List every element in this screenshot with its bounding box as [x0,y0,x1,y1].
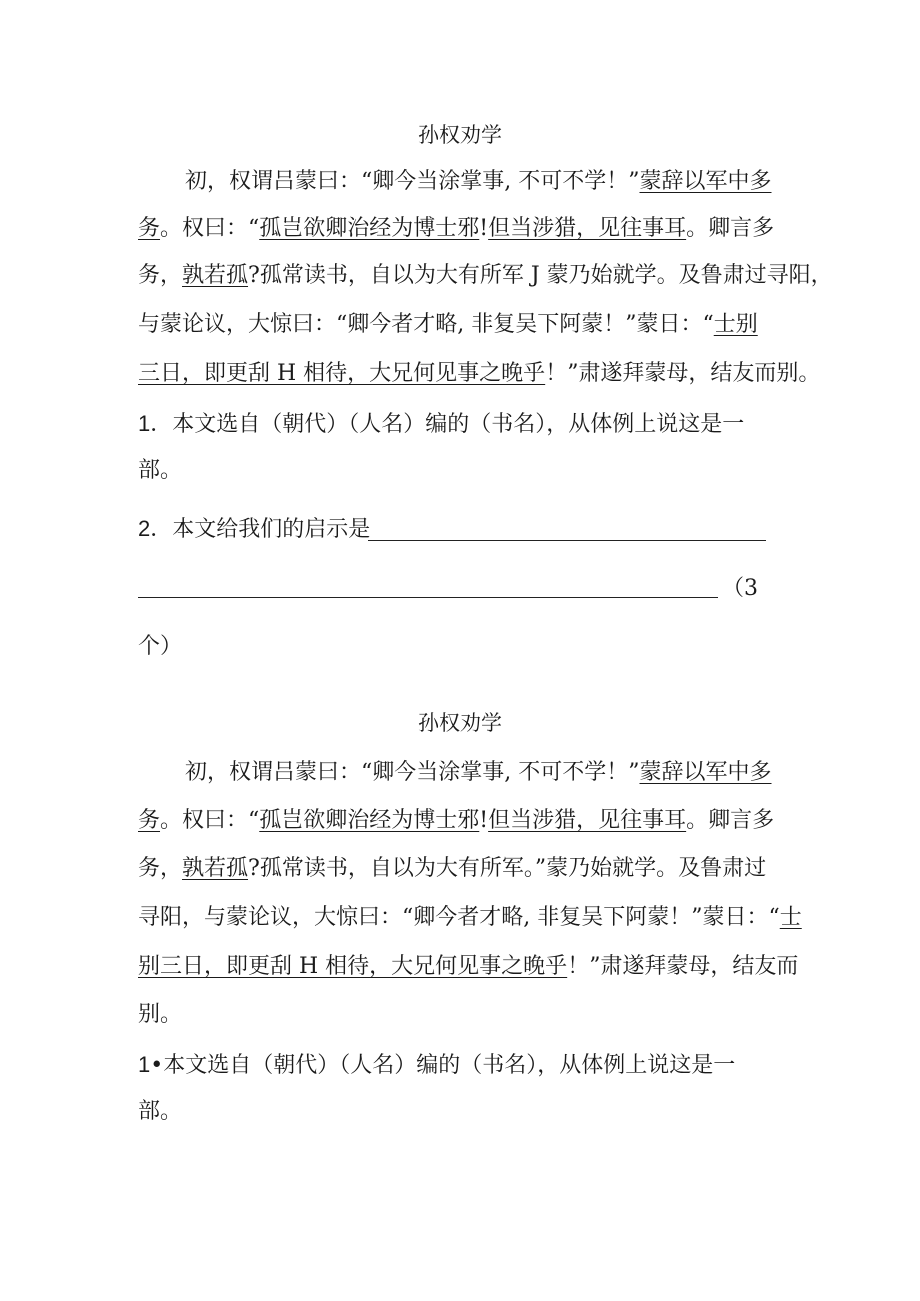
question-1-continuation: 部。 [138,458,183,483]
text-segment: ?孤常读书，自以为大有所军。”蒙乃始就学。及鲁肃过 [248,856,767,881]
answer-blank-line[interactable] [138,597,718,598]
underlined-phrase: 孤岂欲卿治经为博士邪 [259,808,480,833]
question-2-tail: （3 [722,576,758,601]
text-segment: ！”肃遂拜蒙母，结友而别。 [545,361,821,386]
underlined-phrase: 孰若孤 [182,263,249,288]
underlined-phrase: 但当涉猎，见往事耳 [488,216,687,241]
text-segment: 。卿言多 [686,808,775,833]
underlined-phrase: 蒙辞以军中多 [639,760,772,785]
text-segment: 务， [138,263,183,288]
text-segment: ?孤常读书，自以为大有所军 J 蒙乃始就学。及鲁肃过寻阳， [248,263,833,288]
question-text: ．本文给我们的启示是 [150,517,371,542]
passage-line [185,167,772,197]
passage-line [138,952,798,982]
underlined-phrase: 士别 [713,312,758,337]
question-number: 1 [138,1052,151,1077]
underlined-phrase: 务 [138,808,161,833]
underlined-phrase: 士 [779,905,802,930]
text-segment: 。权曰：“ [160,808,260,833]
question-1 [138,409,744,440]
text-segment: 别。 [138,1002,183,1027]
text-segment: ！”肃遂拜蒙母，结友而 [567,954,799,979]
question-2 [138,514,370,545]
passage-line [138,1000,182,1030]
question-1 [138,1050,735,1081]
underlined-phrase: 孰若孤 [182,856,249,881]
text-segment: ! [479,216,489,241]
underlined-phrase: 但当涉猎，见往事耳 [488,808,687,833]
passage-line [185,758,772,788]
text-segment: 与蒙论议，大惊曰：“卿今者才略, 非复吴下阿蒙！”蒙日：“ [138,312,714,337]
page-title: 孙权劝学 [418,123,502,147]
passage-line [138,854,766,884]
question-number: 1 [138,411,151,436]
text-segment: 初，权谓吕蒙曰：“卿今当涂掌事, 不可不学！” [185,169,640,194]
passage-line [138,310,758,340]
passage-line [138,261,833,291]
passage-line [138,359,820,389]
answer-blank-line[interactable] [368,540,766,541]
question-text: •本文选自（朝代）（人名）编的（书名），从体例上说这是一 [150,1053,736,1078]
underlined-phrase: 别三日，即更刮 H 相待，大兄何见事之晚乎 [138,954,568,979]
passage-line [138,903,802,933]
underlined-phrase: 三日，即更刮 H 相待，大兄何见事之晚乎 [138,361,546,386]
underlined-phrase: 孤岂欲卿治经为博士邪 [259,216,480,241]
underlined-phrase: 蒙辞以军中多 [639,169,772,194]
question-number: 2 [138,516,151,541]
page-title: 孙权劝学 [418,711,502,735]
question-1-continuation: 部。 [138,1099,183,1124]
text-segment: 。卿言多 [686,216,775,241]
passage-line [138,214,774,244]
question-text: ．本文选自（朝代）（人名）编的（书名），从体例上说这是一 [150,412,745,437]
underlined-phrase: 务 [138,216,161,241]
question-2-continuation: 个） [138,634,183,659]
text-segment: 初，权谓吕蒙曰：“卿今当涂掌事, 不可不学！” [185,760,640,785]
passage-line [138,806,774,836]
text-segment: ! [479,808,489,833]
text-segment: 。权曰：“ [160,216,260,241]
text-segment: 寻阳，与蒙论议，大惊曰：“卿今者才略, 非复吴下阿蒙！”蒙日：“ [138,905,780,930]
text-segment: 务， [138,856,183,881]
